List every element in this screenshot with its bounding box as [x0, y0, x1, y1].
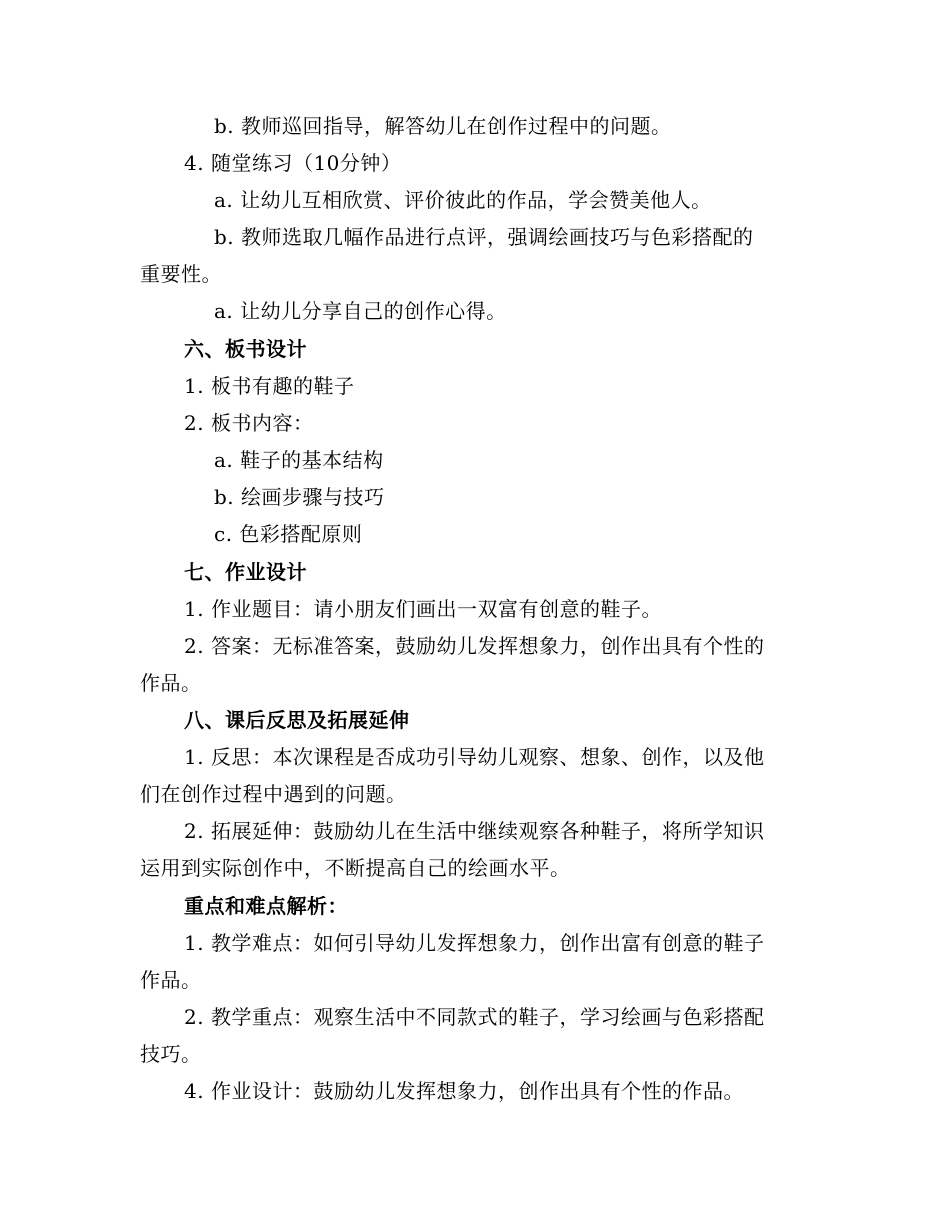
- list-item: [184, 633, 764, 659]
- item-marker: b.: [214, 114, 235, 138]
- item-text: 反思：本次课程是否成功引导幼儿观察、想象、创作，以及他: [210, 745, 765, 769]
- item-marker: 2.: [184, 634, 205, 658]
- continuation-line: [140, 967, 202, 993]
- list-item: [184, 596, 662, 622]
- item-marker: a.: [214, 299, 234, 323]
- list-item: [214, 113, 672, 139]
- continuation-line: [140, 670, 202, 696]
- heading-text: 重点和难点解析：: [184, 894, 348, 918]
- item-text: 教学重点：观察生活中不同款式的鞋子，学习绘画与色彩搭配: [210, 1005, 765, 1029]
- section-heading: [184, 336, 307, 362]
- heading-text: 八、课后反思及拓展延伸: [184, 708, 410, 732]
- item-marker: 1.: [184, 931, 205, 955]
- list-item: [184, 1004, 764, 1030]
- heading-text: 七、作业设计: [184, 560, 307, 584]
- item-text: 作品。: [140, 671, 202, 695]
- item-marker: 2.: [184, 411, 205, 435]
- list-item: [214, 298, 507, 324]
- item-text: 绘画步骤与技巧: [241, 485, 385, 509]
- item-text: 板书内容：: [210, 411, 314, 435]
- section-heading: [184, 893, 348, 919]
- item-marker: a.: [214, 448, 234, 472]
- list-item: [184, 373, 354, 399]
- list-item: [184, 1078, 744, 1104]
- item-text: 作业设计：鼓励幼儿发挥想象力，创作出具有个性的作品。: [210, 1079, 744, 1103]
- item-marker: 1.: [184, 745, 205, 769]
- item-marker: 4.: [184, 1079, 205, 1103]
- list-item: [214, 224, 754, 250]
- item-text: 教学难点：如何引导幼儿发挥想象力，创作出富有创意的鞋子: [210, 931, 765, 955]
- item-text: 让幼儿分享自己的创作心得。: [240, 299, 507, 323]
- item-text: 色彩搭配原则: [239, 522, 363, 546]
- item-marker: c.: [214, 522, 233, 546]
- continuation-line: [140, 261, 222, 287]
- item-text: 们在创作过程中遇到的问题。: [140, 782, 407, 806]
- item-text: 作品。: [140, 968, 202, 992]
- list-item: [184, 930, 764, 956]
- list-item: [184, 744, 764, 770]
- section-heading: [184, 707, 410, 733]
- item-marker: 4.: [184, 151, 205, 175]
- item-marker: 2.: [184, 819, 205, 843]
- item-marker: b.: [214, 485, 235, 509]
- item-marker: 2.: [184, 1005, 205, 1029]
- item-text: 让幼儿互相欣赏、评价彼此的作品，学会赞美他人。: [240, 188, 712, 212]
- item-text: 随堂练习（10分钟）: [210, 151, 402, 175]
- continuation-line: [140, 781, 407, 807]
- item-text: 板书有趣的鞋子: [210, 374, 355, 398]
- list-item: [214, 521, 362, 547]
- list-item: [214, 447, 384, 473]
- list-item: [214, 187, 712, 213]
- item-text: 教师选取几幅作品进行点评，强调绘画技巧与色彩搭配的: [241, 225, 754, 249]
- list-item: [184, 818, 764, 844]
- item-text: 作业题目：请小朋友们画出一双富有创意的鞋子。: [210, 597, 662, 621]
- item-text: 答案：无标准答案，鼓励幼儿发挥想象力，创作出具有个性的: [210, 634, 765, 658]
- item-text: 技巧。: [140, 1042, 202, 1066]
- section-heading: [184, 559, 307, 585]
- item-text: 拓展延伸：鼓励幼儿在生活中继续观察各种鞋子，将所学知识: [210, 819, 765, 843]
- item-marker: a.: [214, 188, 234, 212]
- heading-text: 六、板书设计: [184, 337, 307, 361]
- item-text: 运用到实际创作中，不断提高自己的绘画水平。: [140, 856, 571, 880]
- list-item: [184, 410, 313, 436]
- item-marker: 1.: [184, 597, 205, 621]
- list-item: [184, 150, 401, 176]
- continuation-line: [140, 855, 571, 881]
- item-text: 鞋子的基本结构: [240, 448, 384, 472]
- continuation-line: [140, 1041, 202, 1067]
- item-text: 教师巡回指导，解答幼儿在创作过程中的问题。: [241, 114, 672, 138]
- list-item: [214, 484, 385, 510]
- item-marker: 1.: [184, 374, 205, 398]
- item-marker: b.: [214, 225, 235, 249]
- item-text: 重要性。: [140, 262, 222, 286]
